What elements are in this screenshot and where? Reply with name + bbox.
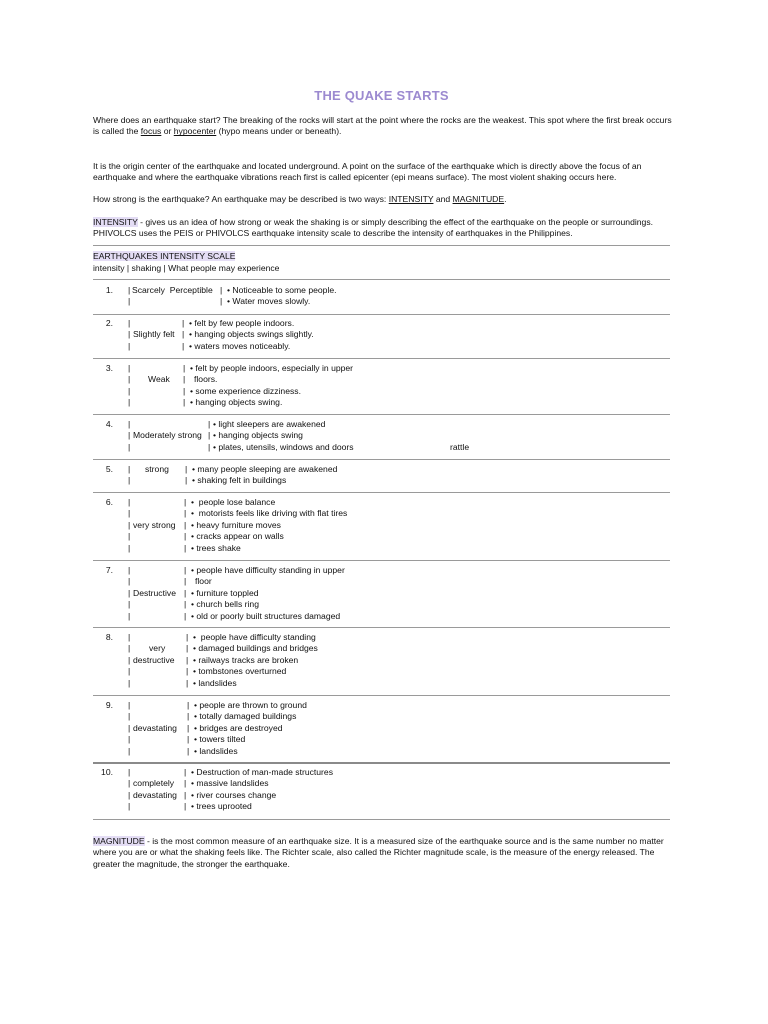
- column-separator: |: [184, 519, 187, 530]
- column-separator: |: [187, 711, 190, 722]
- column-separator: |: [128, 340, 131, 351]
- column-separator: |: [184, 565, 187, 575]
- scale-title-text: EARTHQUAKES INTENSITY SCALE: [93, 251, 236, 261]
- column-separator: |: [182, 340, 185, 351]
- column-separator: |: [128, 397, 131, 408]
- column-separator: |: [128, 677, 131, 688]
- shaking-level: destructive: [133, 654, 175, 665]
- experience-description: • massive landslides: [191, 778, 269, 789]
- intensity-number: 3.: [105, 363, 113, 373]
- experience-description: • hanging objects swing: [213, 430, 303, 441]
- column-separator: |: [187, 745, 190, 756]
- column-separator: |: [208, 430, 211, 441]
- experience-description: • felt by people indoors, especially in upper: [190, 363, 354, 373]
- column-separator: |: [184, 531, 187, 542]
- intensity-number: 1.: [105, 285, 113, 295]
- column-separator: |: [128, 519, 131, 530]
- column-separator: |: [128, 419, 131, 429]
- divider: [93, 279, 670, 280]
- shaking-level: Destructive: [133, 587, 176, 598]
- divider: [93, 762, 670, 764]
- column-separator: |: [128, 654, 131, 665]
- column-separator: |: [186, 677, 189, 688]
- column-separator: |: [184, 767, 187, 777]
- column-separator: |: [128, 508, 131, 519]
- column-separator: |: [128, 734, 131, 745]
- divider: [93, 314, 670, 315]
- intensity-number: 7.: [105, 565, 113, 575]
- shaking-level: Moderately strong: [133, 430, 202, 441]
- paragraph-intensity: [93, 217, 673, 240]
- magnitude-term: MAGNITUDE: [93, 836, 145, 846]
- shaking-level: devastating: [133, 789, 177, 800]
- column-separator: |: [128, 441, 131, 452]
- experience-description: • river courses change: [191, 789, 277, 800]
- column-separator: |: [184, 542, 187, 553]
- column-separator: |: [128, 745, 131, 756]
- column-separator: |: [186, 643, 189, 654]
- column-separator: |: [184, 576, 187, 587]
- experience-description: • landslides: [193, 677, 237, 688]
- intensity-number: 8.: [105, 632, 113, 642]
- column-separator: |: [128, 711, 131, 722]
- experience-description: • felt by few people indoors.: [189, 318, 295, 328]
- column-separator: |: [183, 397, 186, 408]
- divider: [93, 414, 670, 415]
- column-separator: |: [187, 700, 190, 710]
- intensity-number: 6.: [105, 497, 113, 507]
- column-separator: |: [128, 385, 131, 396]
- experience-description: • Destruction of man-made structures: [191, 767, 333, 777]
- column-separator: |: [128, 565, 131, 575]
- column-separator: |: [128, 587, 131, 598]
- column-separator: |: [186, 632, 189, 642]
- column-separator: |: [184, 801, 187, 812]
- divider: [93, 245, 670, 246]
- experience-description: • heavy furniture moves: [191, 519, 281, 530]
- experience-description: • hanging objects swing.: [190, 397, 283, 408]
- experience-description: • Noticeable to some people.: [227, 285, 337, 295]
- intensity-number: 5.: [105, 464, 113, 474]
- column-separator: |: [128, 531, 131, 542]
- paragraph-how-strong: [93, 194, 673, 205]
- experience-description: • trees uprooted: [191, 801, 252, 812]
- experience-description: • towers tilted: [194, 734, 246, 745]
- column-separator: |: [184, 610, 187, 621]
- column-separator: |: [184, 508, 187, 519]
- column-separator: |: [128, 666, 131, 677]
- experience-description: • bridges are destroyed: [194, 722, 283, 733]
- term-hypocenter: hypocenter: [173, 126, 217, 137]
- divider: [93, 695, 670, 696]
- column-separator: |: [128, 576, 131, 587]
- experience-description: • totally damaged buildings: [194, 711, 297, 722]
- intensity-number: 2.: [105, 318, 113, 328]
- experience-description: • Water moves slowly.: [227, 296, 311, 307]
- column-separator: |: [128, 610, 131, 621]
- experience-description: • many people sleeping are awakened: [192, 464, 338, 474]
- column-separator: |: [187, 722, 190, 733]
- experience-description: • people have difficulty standing: [193, 632, 316, 642]
- experience-description: • people lose balance: [191, 497, 276, 507]
- experience-description: • cracks appear on walls: [191, 531, 284, 542]
- shaking-level: very strong: [133, 519, 176, 530]
- experience-description: • church bells ring: [191, 599, 259, 610]
- text: or: [161, 126, 174, 137]
- shaking-level: Slightly felt: [133, 329, 175, 340]
- column-separator: |: [184, 599, 187, 610]
- column-separator: |: [128, 599, 131, 610]
- intensity-number: 9.: [105, 700, 113, 710]
- paragraph-epicenter: It is the origin center of the earthquake and located underground. A point on the surface of the earthquake which is directly above the focus of an earthquake and where the earthquake vibrations reach first is called epicenter (epi means surface). The most violent shaking occurs here.: [93, 161, 642, 183]
- column-separator: |: [185, 464, 188, 474]
- column-separator: |: [128, 801, 131, 812]
- column-separator: |: [128, 497, 131, 507]
- column-separator: |: [128, 632, 131, 642]
- experience-description: • light sleepers are awakened: [213, 419, 326, 429]
- experience-description: • some experience dizziness.: [190, 385, 301, 396]
- column-separator: |: [183, 374, 186, 385]
- experience-description: • landslides: [194, 745, 238, 756]
- scale-subtitle: intensity | shaking | What people may experience: [93, 263, 280, 273]
- column-separator: |: [183, 363, 186, 373]
- column-separator: |: [128, 789, 131, 800]
- column-separator: |: [208, 419, 211, 429]
- column-separator: |: [182, 318, 185, 328]
- column-separator: |: [184, 587, 187, 598]
- column-separator: |: [128, 475, 131, 486]
- shaking-level: Weak: [148, 374, 170, 385]
- experience-description: • plates, utensils, windows and doors: [213, 441, 354, 452]
- column-separator: |: [183, 385, 186, 396]
- column-separator: |: [128, 430, 131, 441]
- shaking-level: devastating: [133, 722, 177, 733]
- column-separator: |: [128, 285, 131, 295]
- shaking-level: strong: [145, 464, 169, 474]
- column-separator: |: [182, 329, 185, 340]
- column-separator: |: [187, 734, 190, 745]
- column-separator: |: [128, 296, 131, 307]
- experience-description: • people have difficulty standing in upper: [191, 565, 345, 575]
- experience-description: floors.: [194, 374, 218, 385]
- experience-description: • damaged buildings and bridges: [193, 643, 318, 654]
- experience-description: floor: [195, 576, 212, 587]
- text: How strong is the earthquake? An earthquake may be described is two ways:: [93, 194, 389, 204]
- column-separator: |: [186, 654, 189, 665]
- paragraph-quake-start: [93, 115, 673, 138]
- text: Where does an earthquake start? The breaking of the rocks will start at the point where the rocks are the weakest. This spot where the first break occurs is called the: [93, 115, 672, 137]
- column-separator: |: [128, 767, 131, 777]
- column-separator: |: [186, 666, 189, 677]
- column-separator: |: [128, 363, 131, 373]
- term-focus: focus: [140, 126, 162, 137]
- intensity-number: 10.: [101, 767, 113, 777]
- column-separator: |: [128, 700, 131, 710]
- experience-description: • railways tracks are broken: [193, 654, 299, 665]
- paragraph-magnitude: [93, 836, 673, 870]
- column-separator: |: [208, 441, 211, 452]
- intensity-definition: - gives us an idea of how strong or weak the shaking is or simply describing the effect of the earthquake on the people or surroundings. PHIVOLCS uses the PEIS or PHIVOLCS earthquake intensity scale to describe the intensity of earthquakes in the Philippines.: [93, 217, 654, 239]
- shaking-level: Scarcely Perceptible: [132, 285, 213, 295]
- text: and: [433, 194, 453, 204]
- term-intensity: INTENSITY: [388, 194, 434, 204]
- page-title: THE QUAKE STARTS: [314, 88, 449, 103]
- divider: [93, 819, 670, 820]
- intensity-number: 4.: [105, 419, 113, 429]
- experience-description: • tombstones overturned: [193, 666, 287, 677]
- experience-description: • old or poorly built structures damaged: [191, 610, 341, 621]
- column-separator: |: [184, 497, 187, 507]
- experience-description: • furniture toppled: [191, 587, 259, 598]
- column-separator: |: [128, 542, 131, 553]
- column-separator: |: [128, 778, 131, 789]
- divider: [93, 492, 670, 493]
- experience-description: • hanging objects swings slightly.: [189, 329, 314, 340]
- divider: [93, 358, 670, 359]
- text: .: [504, 194, 507, 204]
- column-separator: |: [185, 475, 188, 486]
- shaking-level: very: [149, 643, 166, 654]
- column-separator: |: [128, 722, 131, 733]
- column-separator: |: [128, 329, 131, 340]
- scale-title: [93, 251, 235, 262]
- column-separator: |: [220, 285, 223, 295]
- text: (hypo means under or beneath).: [216, 126, 342, 137]
- experience-description: • shaking felt in buildings: [192, 475, 287, 486]
- column-separator: |: [184, 789, 187, 800]
- intensity-term: INTENSITY: [93, 217, 138, 227]
- experience-description: • waters moves noticeably.: [189, 340, 291, 351]
- column-separator: |: [220, 296, 223, 307]
- column-separator: |: [128, 318, 131, 328]
- divider: [93, 627, 670, 628]
- shaking-level: completely: [133, 778, 175, 789]
- column-separator: |: [128, 643, 131, 654]
- experience-description: • people are thrown to ground: [194, 700, 307, 710]
- magnitude-definition: - is the most common measure of an earthquake size. It is a measured size of the earthquake source and is the same number no matter where you are or what the shaking feels like. The Richter scale, also called the Richter magnitude scale, is the measure of the energy released. The greater the magnitude, the stronger the earthquake.: [93, 836, 664, 869]
- experience-description-continued: rattle: [450, 441, 470, 452]
- divider: [93, 560, 670, 561]
- term-magnitude: MAGNITUDE: [452, 194, 505, 204]
- column-separator: |: [128, 464, 131, 474]
- experience-description: • motorists feels like driving with flat tires: [191, 508, 348, 519]
- column-separator: |: [184, 778, 187, 789]
- divider: [93, 459, 670, 460]
- experience-description: • trees shake: [191, 542, 241, 553]
- column-separator: |: [128, 374, 131, 385]
